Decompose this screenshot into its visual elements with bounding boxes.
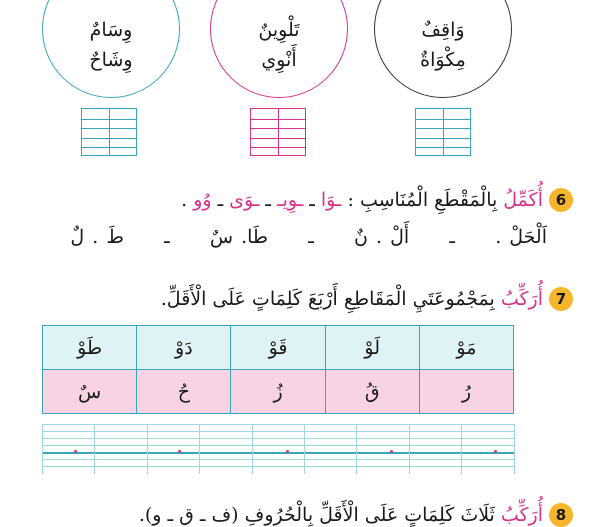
exercise-8-instruction — [139, 503, 573, 527]
separator: ـ — [449, 226, 455, 248]
syllable-row-2 — [43, 370, 514, 414]
syllable-option: ـوِيـ — [277, 189, 304, 211]
writing-line — [42, 424, 514, 425]
instruction-text: ثَلَاثَ كَلِمَاتٍ عَلَى الْأَقَلِّ بِالْحُرُوفِ (ف ـ ق ـ و). — [138, 504, 495, 526]
syllable-option: وُو — [193, 189, 212, 211]
separator: ـ — [265, 189, 271, 211]
circle-word: وِسَامٌ — [89, 19, 133, 41]
writing-divider — [409, 424, 410, 474]
syllable-option: ـوَى — [229, 189, 260, 211]
writing-dot — [286, 450, 289, 453]
syllable-cell: قَوْ — [231, 326, 325, 370]
writing-line — [42, 445, 514, 446]
instruction-text: بِالْمَقْطَعِ الْمُنَاسِبِ : — [347, 189, 498, 211]
writing-line — [42, 452, 514, 454]
syllable-cell: لَوْ — [325, 326, 419, 370]
writing-divider — [42, 424, 43, 474]
circle-word: تَلْوِينٌ — [258, 19, 300, 41]
circle-word: وَاقِفٌ — [421, 19, 465, 41]
writing-divider — [147, 424, 148, 474]
writing-dot — [494, 450, 497, 453]
instruction-text: بِمَجْمُوعَتَيِ الْمَقَاطِعِ أَرْبَعَ كَلِمَاتٍ عَلَى الْأَقَلِّ. — [160, 288, 495, 310]
circle-word: مِكْوَاةٌ — [420, 49, 466, 71]
exercise-6-instruction: 6 أُكَمِّلُ بِالْمَقْطَعِ الْمُنَاسِبِ : ـوَا ـ ـوِيـ ـ ـوَى ـ وُو . — [181, 188, 573, 212]
word-circle-2 — [210, 0, 348, 98]
writing-line — [42, 466, 514, 467]
answer-grid-2[interactable] — [250, 108, 306, 156]
circle-word: وِشَاحٌ — [89, 49, 133, 71]
writing-divider — [252, 424, 253, 474]
grid-divider — [278, 109, 279, 155]
syllable-cell: دَوْ — [137, 326, 231, 370]
exercise-number-badge: 7 — [549, 287, 573, 311]
instruction-verb: أُكَمِّلُ — [503, 189, 543, 211]
writing-line — [42, 431, 514, 432]
syllable-option: ـوَا — [320, 189, 342, 211]
answer-grid-3[interactable] — [81, 108, 137, 156]
grid-divider — [109, 109, 110, 155]
fill-item[interactable]: اَلْحَلْ . — [495, 226, 547, 248]
answer-grid-1[interactable] — [415, 108, 471, 156]
writing-line — [42, 459, 514, 460]
syllable-cell: طَوْ — [43, 326, 137, 370]
writing-divider — [356, 424, 357, 474]
syllable-cell: زُ — [231, 370, 325, 414]
syllable-cell: سٌ — [43, 370, 137, 414]
writing-divider — [514, 424, 515, 474]
fill-item[interactable]: طَا. سٌ — [209, 226, 269, 248]
instruction-verb: أُرَكِّبُ — [500, 288, 543, 310]
writing-dot — [178, 450, 181, 453]
writing-divider — [461, 424, 462, 474]
writing-divider — [199, 424, 200, 474]
word-circle-3 — [42, 0, 180, 98]
writing-dot — [390, 450, 393, 453]
syllable-cell: حُ — [137, 370, 231, 414]
syllable-cell: مَوْ — [419, 326, 513, 370]
circle-word: أَنْوِي — [261, 49, 297, 71]
writing-lines[interactable] — [42, 424, 514, 474]
instruction-verb: أُرَكِّبُ — [500, 504, 543, 526]
syllable-cell: قُ — [325, 370, 419, 414]
exercise-number-badge: 8 — [549, 503, 573, 527]
word-circle-1 — [374, 0, 512, 98]
separator: ـ — [217, 189, 224, 211]
grid-divider — [443, 109, 444, 155]
exercise-number-badge: 6 — [549, 188, 573, 212]
writing-divider — [304, 424, 305, 474]
syllable-table — [42, 325, 514, 414]
exercise-6-items — [70, 226, 547, 248]
fill-item[interactable]: طَ . لٌ — [70, 226, 124, 248]
syllable-row-1 — [43, 326, 514, 370]
writing-dot — [74, 450, 77, 453]
syllable-cell: رُ — [419, 370, 513, 414]
exercise-7-instruction — [161, 287, 573, 311]
fill-item[interactable]: أَلْ . نٌ — [354, 226, 410, 248]
writing-line — [42, 438, 514, 439]
writing-divider — [94, 424, 95, 474]
separator: ـ — [308, 226, 314, 248]
separator: ـ — [164, 226, 170, 248]
separator: ـ — [309, 189, 315, 211]
